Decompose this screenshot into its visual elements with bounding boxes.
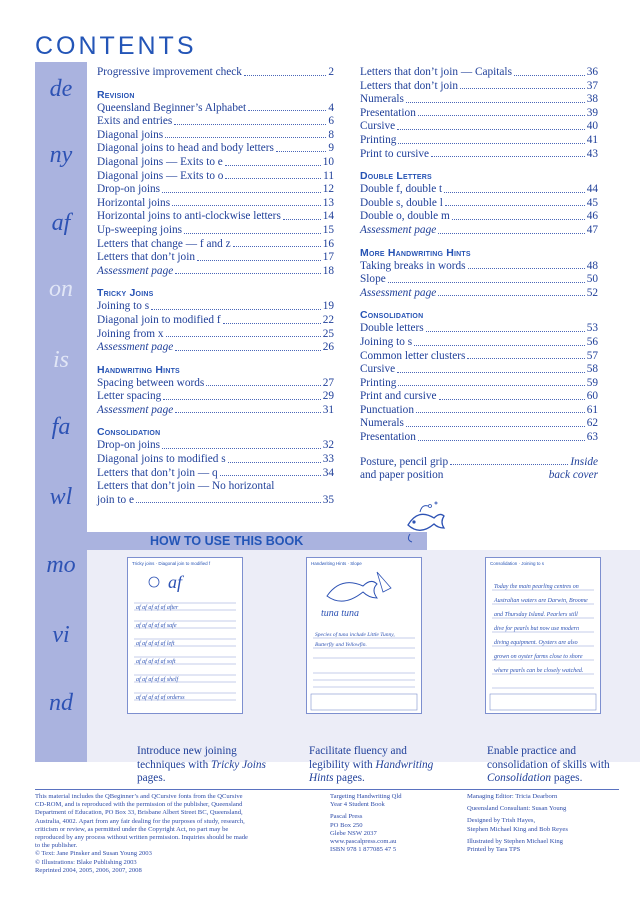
dot-leader	[397, 372, 585, 373]
dot-leader	[225, 165, 321, 166]
entry-page: 50	[586, 273, 598, 286]
entry-title: Double o, double m	[360, 210, 450, 223]
entry-page: 19	[322, 300, 334, 313]
contents-entry	[360, 363, 598, 377]
contents-section	[97, 426, 334, 480]
thumbnail-title: Handwriting Hints · Slope	[311, 561, 362, 566]
entry-page: 12	[322, 183, 334, 196]
entry-page: 29	[322, 390, 334, 403]
entry-title: Letters that don’t join — q	[97, 466, 218, 479]
dot-leader	[248, 110, 326, 111]
entry-title: Posture, pencil grip	[360, 455, 449, 468]
entry-title: Horizontal joins	[97, 196, 171, 209]
entry-title: and paper position	[360, 469, 444, 482]
footer-line: Department of Education, PO Box 33, Brisbane Albert Street BC, Queensland,	[35, 809, 243, 817]
entry-title: Letters that don’t join — Capitals	[360, 66, 512, 78]
footer-line: reproduced by any process without written permission. Inquiries should be made	[35, 834, 248, 842]
svg-text:af af af af af orderss: af af af af af orderss	[136, 695, 185, 701]
footer-line: Queensland Consultant: Susan Young	[467, 805, 567, 813]
contents-entry	[360, 322, 598, 336]
contents-entry	[97, 115, 334, 129]
contents-entry	[97, 453, 334, 467]
strip-letters: nd	[49, 690, 73, 716]
contents-section	[360, 170, 598, 237]
footer-line: to the publisher.	[35, 842, 78, 850]
entry-page: 26	[322, 341, 334, 354]
entry-page: back cover	[548, 469, 598, 482]
entry-title: Up-sweeping joins	[97, 223, 183, 236]
contents-entry	[97, 210, 334, 224]
contents-entry	[97, 183, 334, 197]
svg-text:where pearls can be closely wa: where pearls can be closely watched.	[494, 668, 584, 674]
dot-leader	[206, 385, 320, 386]
svg-text:af af af af af after: af af af af af after	[136, 605, 179, 611]
thumbnail-tricky-joins	[127, 557, 243, 714]
contents-entry	[360, 224, 598, 238]
svg-text:Today the main pearling centre: Today the main pearling centres on	[494, 584, 579, 590]
contents-entry	[97, 224, 334, 238]
contents-entry	[97, 238, 334, 252]
dot-leader	[228, 462, 321, 463]
contents-entry	[360, 273, 598, 287]
contents-entry	[360, 260, 598, 274]
section-heading: More Handwriting Hints	[360, 246, 471, 259]
dot-leader	[398, 385, 584, 386]
dot-leader	[184, 233, 321, 234]
entry-page: 52	[586, 286, 598, 299]
entry-page: 44	[586, 183, 598, 196]
footer-divider	[35, 789, 619, 790]
page-title: CONTENTS	[35, 32, 197, 60]
section-heading: Handwriting Hints	[97, 363, 180, 376]
dot-leader	[244, 75, 326, 76]
contents-right-column	[360, 66, 598, 483]
dot-leader	[162, 448, 321, 449]
entry-title: Diagonal joins	[97, 128, 164, 141]
dot-leader	[151, 309, 321, 310]
contents-entry-line: Letters that don’t join — No horizontal	[97, 480, 275, 493]
caption-tricky-joins: Introduce new joining techniques with Tricky Joins pages.	[137, 745, 266, 784]
dot-leader	[467, 358, 584, 359]
dot-leader	[162, 192, 321, 193]
entry-page: 47	[586, 223, 598, 236]
entry-title: Cursive	[360, 363, 396, 376]
entry-title: Double f, double t	[360, 183, 443, 196]
dot-leader	[444, 192, 585, 193]
entry-title: Numerals	[360, 417, 404, 430]
entry-title: Letter spacing	[97, 390, 162, 403]
contents-entry	[97, 142, 334, 156]
footer-line: Designed by Trish Hayes,	[467, 817, 536, 825]
footer-line: criticism or review, as permitted under the Copyright Act, no part may be	[35, 825, 229, 833]
footer-line: Australia, 4002. Apart from any fair dealing for the purposes of study, research,	[35, 817, 245, 825]
dot-leader	[450, 464, 568, 465]
entry-page: 15	[322, 223, 334, 236]
entry-title: Progressive improvement check	[97, 66, 242, 78]
entry-page: 35	[322, 493, 334, 506]
entry-title: Assessment page	[97, 341, 174, 354]
contents-entry	[97, 328, 334, 342]
entry-page: 53	[586, 322, 598, 335]
contents-entry	[97, 467, 334, 481]
contents-entry	[360, 210, 598, 224]
contents-entry	[97, 102, 334, 116]
strip-letters: mo	[46, 552, 76, 578]
contents-left-column	[97, 66, 334, 507]
entry-page: 34	[322, 466, 334, 479]
entry-title: Printing	[360, 376, 397, 389]
entry-page: 62	[586, 417, 598, 430]
entry-page: 48	[586, 259, 598, 272]
entry-page: 14	[322, 210, 334, 223]
entry-page: 45	[586, 196, 598, 209]
entry-page: 60	[586, 390, 598, 403]
entry-title: Assessment page	[360, 286, 437, 299]
contents-entry	[360, 350, 598, 364]
contents-entry	[97, 300, 334, 314]
dot-leader	[460, 88, 585, 89]
footer-line: Pascal Press	[330, 813, 363, 821]
entry-title: Assessment page	[97, 264, 174, 277]
contents-entry	[97, 251, 334, 265]
contents-entry	[97, 314, 334, 328]
thumbnail-title: Tricky joins · Diagonal join to modified f	[132, 561, 211, 566]
entry-page: 31	[322, 403, 334, 416]
contents-entry	[97, 494, 334, 508]
dot-leader	[468, 268, 585, 269]
entry-title: Print to cursive	[360, 147, 430, 160]
strip-letters: de	[49, 76, 73, 102]
footer-line: ISBN 978 1 877085 47 5	[330, 846, 397, 854]
entry-title: Numerals	[360, 93, 404, 106]
contents-entry	[360, 417, 598, 431]
entry-page: 32	[322, 439, 334, 452]
entry-title: Diagonal joins to modified s	[97, 453, 226, 466]
dot-leader	[197, 260, 321, 261]
entry-page: 56	[586, 335, 598, 348]
dot-leader	[445, 205, 585, 206]
entry-title: Horizontal joins to anti-clockwise letters	[97, 210, 281, 223]
svg-text:af af af af af shelf: af af af af af shelf	[136, 677, 179, 683]
fish-illustration	[400, 500, 450, 545]
entry-title: Joining to s	[97, 300, 150, 313]
footer-line: Targeting Handwriting Qld	[330, 793, 402, 800]
contents-section	[97, 89, 334, 279]
thumbnail-title: Consolidation · Joining to s	[490, 561, 545, 566]
thumbnail-handwriting-hints	[306, 557, 422, 714]
contents-entry	[360, 456, 598, 470]
contents-entry	[360, 107, 598, 121]
contents-entry	[360, 183, 598, 197]
letter-strip	[35, 62, 87, 762]
dot-leader	[418, 440, 585, 441]
entry-title: Exits and entries	[97, 115, 173, 128]
dot-leader	[233, 246, 321, 247]
contents-section	[360, 309, 598, 444]
contents-entry	[97, 170, 334, 184]
dot-leader	[388, 282, 585, 283]
contents-section	[360, 66, 598, 161]
entry-title: Printing	[360, 133, 397, 146]
entry-page: 8	[328, 128, 334, 141]
footer-line: © Illustrations: Blake Publishing 2003	[35, 858, 137, 866]
entry-title: Print and cursive	[360, 390, 437, 403]
dot-leader	[438, 295, 584, 296]
entry-title: Letters that don’t join	[360, 79, 458, 92]
contents-entry	[360, 336, 598, 350]
entry-title: Presentation	[360, 106, 416, 119]
entry-page: 4	[328, 101, 334, 114]
contents-entry	[97, 404, 334, 418]
contents-section	[97, 66, 334, 80]
footer-publisher	[330, 793, 450, 854]
contents-entry	[360, 134, 598, 148]
entry-page: 2	[328, 66, 334, 78]
footer-copyright	[35, 793, 295, 875]
strip-letters: on	[49, 276, 73, 302]
entry-page: 40	[586, 120, 598, 133]
svg-text:dive for pearls but now use mo: dive for pearls but now use modern	[494, 626, 579, 632]
dot-leader	[136, 502, 321, 503]
dot-leader	[439, 399, 585, 400]
entry-title: Joining from x	[97, 327, 164, 340]
contents-entry	[97, 377, 334, 391]
footer-line: Stephen Michael King and Bob Reyes	[467, 825, 568, 833]
dot-leader	[172, 205, 321, 206]
entry-title: Cursive	[360, 120, 396, 133]
contents-entry	[97, 156, 334, 170]
entry-page: 6	[328, 115, 334, 128]
entry-title: Assessment page	[97, 403, 174, 416]
strip-letters: vi	[52, 622, 70, 648]
dot-leader	[426, 331, 585, 332]
entry-page: 37	[586, 79, 598, 92]
footer-line: Managing Editor: Tricia Dearborn	[467, 793, 558, 800]
footer-line: CD-ROM, and is reproduced with the permission of the publisher, Queensland	[35, 801, 243, 809]
svg-text:and Thursday Island. Pearlers: and Thursday Island. Pearlers still	[494, 612, 578, 618]
entry-title: Assessment page	[360, 223, 437, 236]
dot-leader	[431, 156, 585, 157]
dot-leader	[438, 233, 584, 234]
entry-title: Diagonal joins — Exits to e	[97, 155, 223, 168]
strip-letters: af	[51, 210, 71, 236]
strip-letters: ny	[49, 142, 73, 168]
entry-title: Slope	[360, 273, 386, 286]
contents-section	[97, 287, 334, 354]
entry-page: 36	[586, 66, 598, 78]
caption-handwriting-hints: Facilitate fluency and legibility with Handwriting Hints pages.	[309, 745, 434, 784]
entry-page: 57	[586, 349, 598, 362]
contents-entry	[360, 377, 598, 391]
contents-entry	[97, 265, 334, 279]
dot-leader	[416, 412, 585, 413]
svg-text:Australian waters are Darwin,: Australian waters are Darwin, Broome	[494, 598, 588, 604]
dot-leader	[514, 75, 585, 76]
entry-page: 18	[322, 264, 334, 277]
contents-entry	[360, 148, 598, 162]
dot-leader	[418, 115, 585, 116]
entry-title: Drop-on joins	[97, 183, 161, 196]
contents-entry	[97, 66, 334, 80]
entry-page: 63	[586, 431, 598, 444]
dot-leader	[166, 336, 321, 337]
contents-entry	[97, 390, 334, 404]
footer-line: Printed by Tara TPS	[467, 846, 521, 854]
contents-entry	[360, 431, 598, 445]
svg-text:af: af	[168, 572, 183, 592]
svg-text:af af af af af left: af af af af af left	[136, 641, 175, 647]
footer-credits	[467, 793, 617, 854]
contents-section	[360, 247, 598, 301]
footer-line: Glebe NSW 2037	[330, 829, 377, 837]
contents-entry	[360, 390, 598, 404]
dot-leader	[175, 350, 320, 351]
entry-title: Joining to s	[360, 335, 413, 348]
entry-page: 38	[586, 93, 598, 106]
contents-entry	[360, 404, 598, 418]
entry-title: Double s, double l	[360, 196, 443, 209]
footer-line: www.pascalpress.com.au	[330, 838, 397, 846]
svg-text:Species of tuna include Little: Species of tuna include Little Tunny,	[315, 632, 395, 638]
entry-title: join to e	[97, 493, 135, 506]
thumbnail-consolidation	[485, 557, 601, 714]
footer-line: PO Box 250	[330, 821, 363, 829]
posture-entry	[360, 456, 598, 483]
section-heading: Consolidation	[360, 309, 424, 322]
entry-page: 27	[322, 376, 334, 389]
dot-leader	[283, 219, 321, 220]
entry-page: 25	[322, 327, 334, 340]
strip-letters: wl	[49, 484, 73, 510]
entry-page: 10	[322, 155, 334, 168]
entry-title: Presentation	[360, 431, 416, 444]
dot-leader	[406, 426, 585, 427]
svg-text:tuna tuna: tuna tuna	[321, 608, 360, 619]
entry-title: Double letters	[360, 322, 424, 335]
section-heading: Revision	[97, 88, 135, 101]
dot-leader	[452, 219, 585, 220]
contents-entry	[360, 66, 598, 80]
entry-page: 11	[323, 169, 334, 182]
caption-consolidation: Enable practice and consolidation of skills with Consolidation pages.	[487, 745, 610, 784]
contents-entry	[360, 197, 598, 211]
dot-leader	[397, 129, 585, 130]
dot-leader	[175, 273, 320, 274]
entry-page: 39	[586, 106, 598, 119]
dot-leader	[174, 124, 326, 125]
entry-title: Punctuation	[360, 403, 414, 416]
dot-leader	[175, 412, 320, 413]
svg-text:af af af af af safe: af af af af af safe	[136, 623, 177, 629]
dot-leader	[223, 323, 321, 324]
entry-page: 43	[586, 147, 598, 160]
strip-letters: fa	[51, 414, 71, 440]
contents-entry	[97, 439, 334, 453]
contents-entry	[97, 341, 334, 355]
dot-leader	[220, 475, 321, 476]
contents-entry	[360, 93, 598, 107]
contents-section	[97, 364, 334, 418]
footer-line: © Text: Jane Pinsker and Susan Young 2003	[35, 850, 152, 858]
footer-line: Reprinted 2004, 2005, 2006, 2007, 2008	[35, 866, 142, 874]
entry-page: 13	[322, 196, 334, 209]
entry-page: 17	[322, 251, 334, 264]
entry-title: Letters that change — f and z	[97, 237, 231, 250]
contents-entry	[360, 120, 598, 134]
dot-leader	[163, 399, 320, 400]
dot-leader	[225, 178, 321, 179]
howto-title: HOW TO USE THIS BOOK	[150, 534, 304, 548]
entry-title: Letters that don’t join	[97, 251, 195, 264]
entry-page: Inside	[570, 455, 598, 468]
dot-leader	[414, 345, 585, 346]
entry-title: Diagonal joins — Exits to o	[97, 169, 224, 182]
entry-page: 46	[586, 210, 598, 223]
svg-text:Butterfly and Yellowfin.: Butterfly and Yellowfin.	[315, 642, 367, 648]
entry-title: Drop-on joins	[97, 439, 161, 452]
entry-title: Spacing between words	[97, 376, 205, 389]
footer-line: This material includes the QBeginner’s and QCursive fonts from the QCursive	[35, 793, 243, 800]
svg-text:af af af af af soft: af af af af af soft	[136, 659, 176, 665]
contents-entry	[97, 197, 334, 211]
strip-letters: is	[52, 347, 69, 373]
section-heading: Consolidation	[97, 426, 161, 439]
dot-leader	[398, 143, 584, 144]
entry-title: Taking breaks in words	[360, 259, 466, 272]
contents-entry	[97, 129, 334, 143]
entry-page: 61	[586, 403, 598, 416]
svg-text:diving equipment. Oysters are: diving equipment. Oysters are also	[494, 640, 578, 646]
contents-entry	[360, 287, 598, 301]
entry-title: Common letter clusters	[360, 349, 466, 362]
entry-title: Queensland Beginner’s Alphabet	[97, 101, 247, 114]
footer-line: Illustrated by Stephen Michael King	[467, 837, 563, 845]
entry-page: 9	[328, 142, 334, 155]
dot-leader	[276, 151, 326, 152]
contents-entry	[360, 80, 598, 94]
section-heading: Double Letters	[360, 170, 432, 183]
entry-page: 41	[586, 133, 598, 146]
entry-page: 33	[322, 453, 334, 466]
entry-page: 22	[322, 313, 334, 326]
dot-leader	[165, 137, 326, 138]
entry-page: 58	[586, 363, 598, 376]
dot-leader	[406, 102, 585, 103]
footer-line: Year 4 Student Book	[330, 801, 385, 809]
entry-title: Diagonal join to modified f	[97, 313, 221, 326]
entry-page: 16	[322, 237, 334, 250]
entry-title: Diagonal joins to head and body letters	[97, 142, 274, 155]
entry-page: 59	[586, 376, 598, 389]
svg-text:grown on oyster farms close to: grown on oyster farms close to shore	[494, 654, 583, 660]
section-heading: Tricky Joins	[97, 287, 154, 300]
